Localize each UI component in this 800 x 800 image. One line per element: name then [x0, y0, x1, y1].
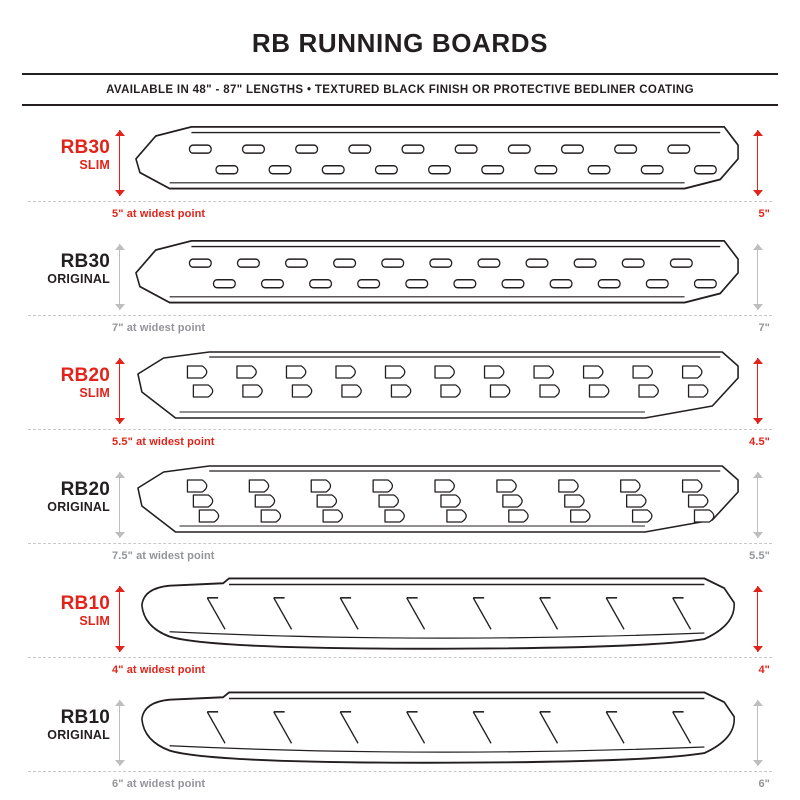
height-arrow-left	[114, 472, 126, 538]
height-caption: 7"	[758, 322, 770, 334]
board-illustration	[130, 234, 744, 314]
model-variant: SLIM	[79, 613, 110, 628]
baseline-divider	[28, 657, 772, 658]
board-row	[0, 454, 800, 568]
baseline-divider	[28, 429, 772, 430]
subtitle: AVAILABLE IN 48" - 87" LENGTHS • TEXTURED BLACK FINISH OR PROTECTIVE BEDLINER COATING	[106, 84, 694, 96]
page-title: RB RUNNING BOARDS	[251, 28, 549, 58]
model-label	[30, 480, 110, 516]
height-arrow-right	[752, 472, 764, 538]
model-label	[30, 252, 110, 288]
model-name: RB20	[60, 365, 110, 386]
poster-header	[0, 0, 800, 106]
baseline-divider	[28, 315, 772, 316]
baseline-divider	[28, 201, 772, 202]
model-variant: ORIGINAL	[47, 271, 110, 286]
board-illustration	[130, 348, 744, 428]
baseline-divider	[28, 771, 772, 772]
height-arrow-left	[114, 244, 126, 310]
model-variant: SLIM	[79, 157, 110, 172]
height-arrow-left	[114, 358, 126, 424]
model-name: RB10	[60, 707, 110, 728]
width-caption: 7" at widest point	[112, 322, 206, 334]
board-row	[0, 226, 800, 340]
model-label	[30, 138, 110, 174]
model-label	[30, 366, 110, 402]
height-arrow-left	[114, 700, 126, 766]
height-caption: 4"	[758, 664, 770, 676]
height-caption: 5"	[758, 208, 770, 220]
width-caption: 4" at widest point	[112, 664, 206, 676]
model-name: RB30	[60, 137, 110, 158]
height-arrow-left	[114, 130, 126, 196]
model-name: RB20	[60, 479, 110, 500]
board-row	[0, 340, 800, 454]
board-illustration	[130, 690, 744, 770]
model-variant: SLIM	[79, 385, 110, 400]
height-caption: 4.5"	[749, 436, 770, 448]
height-arrow-right	[752, 130, 764, 196]
model-variant: ORIGINAL	[47, 727, 110, 742]
baseline-divider	[28, 543, 772, 544]
width-caption: 6" at widest point	[112, 778, 206, 790]
board-row	[0, 568, 800, 682]
height-arrow-right	[752, 586, 764, 652]
model-variant: ORIGINAL	[47, 499, 110, 514]
board-row	[0, 112, 800, 226]
board-row	[0, 682, 800, 796]
board-illustration	[130, 462, 744, 542]
title-divider-bottom	[22, 104, 778, 106]
height-arrow-right	[752, 700, 764, 766]
board-illustration	[130, 576, 744, 656]
model-label	[30, 708, 110, 744]
height-arrow-right	[752, 358, 764, 424]
model-name: RB10	[60, 593, 110, 614]
width-caption: 7.5" at widest point	[112, 550, 215, 562]
board-illustration	[130, 120, 744, 200]
model-name: RB30	[60, 251, 110, 272]
width-caption: 5" at widest point	[112, 208, 206, 220]
height-caption: 5.5"	[749, 550, 770, 562]
height-arrow-left	[114, 586, 126, 652]
height-arrow-right	[752, 244, 764, 310]
height-caption: 6"	[758, 778, 770, 790]
model-label	[30, 594, 110, 630]
board-rows	[0, 112, 800, 796]
width-caption: 5.5" at widest point	[112, 436, 215, 448]
